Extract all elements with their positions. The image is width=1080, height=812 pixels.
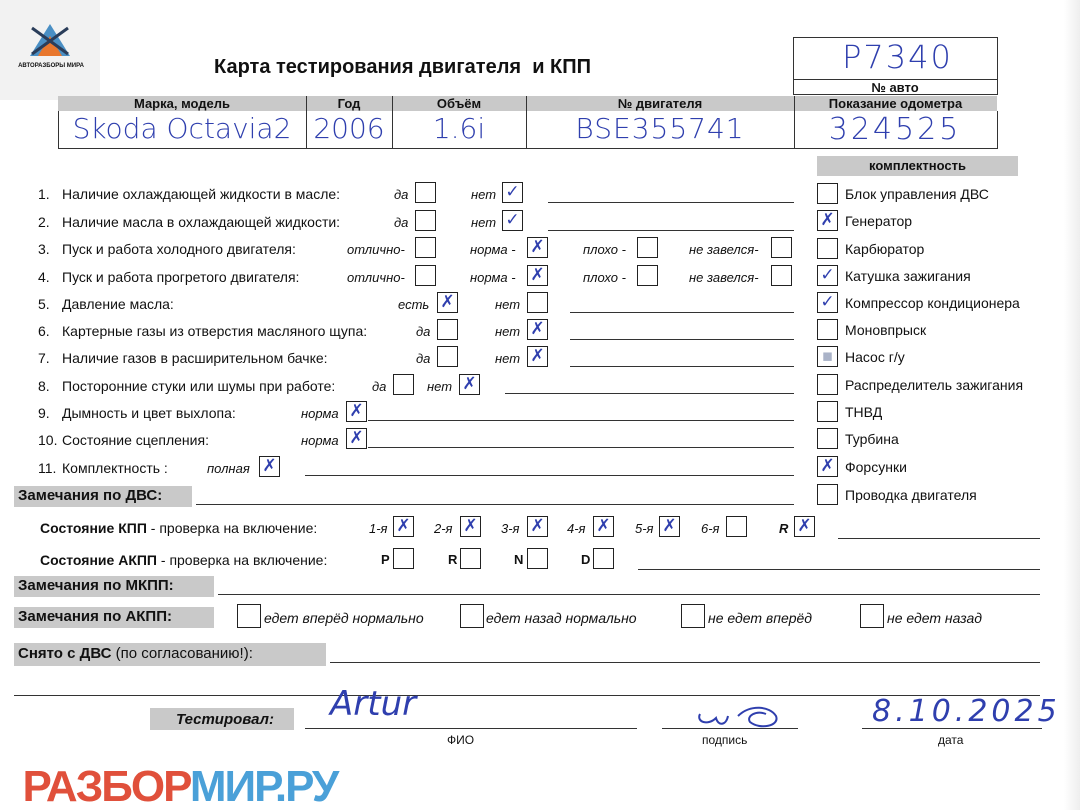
check-num-8: 8.: [38, 378, 50, 394]
checkbox[interactable]: ✗: [659, 516, 680, 537]
auto-number-value: P7340: [842, 38, 953, 76]
fio-value: Artur: [330, 684, 417, 724]
check-text-8: Посторонние стуки или шумы при работе:: [62, 378, 336, 394]
column-header-odometer: Показание одометра: [828, 96, 963, 111]
checkbox[interactable]: [771, 237, 792, 258]
checkbox[interactable]: ✗: [259, 456, 280, 477]
checkbox[interactable]: [817, 401, 838, 422]
gear-label: 6-я: [701, 521, 720, 536]
checkbox[interactable]: ✗: [346, 428, 367, 449]
opt-label: да: [372, 379, 387, 394]
checkbox[interactable]: [771, 265, 792, 286]
check-num-1: 1.: [38, 186, 50, 202]
opt-label: есть: [398, 297, 430, 312]
akpp-remark-option: едет вперёд нормально: [264, 610, 424, 626]
checkbox[interactable]: [460, 604, 484, 628]
checkbox[interactable]: ✗: [393, 516, 414, 537]
checkbox[interactable]: [393, 374, 414, 395]
checkbox[interactable]: [415, 237, 436, 258]
check-text-7: Наличие газов в расширительном бачке:: [62, 350, 328, 366]
checkbox[interactable]: ✗: [346, 401, 367, 422]
opt-label: да: [394, 215, 409, 230]
akpp-remark-option: не едет вперёд: [708, 610, 813, 626]
checkbox[interactable]: [415, 265, 436, 286]
completeness-item: Распределитель зажигания: [845, 377, 1024, 393]
opt-label: да: [416, 324, 431, 339]
opt-label: плохо -: [583, 242, 626, 257]
logo-text: АВТОРАЗБОРЫ МИРА: [18, 63, 84, 69]
completeness-item: Насос г/у: [845, 349, 905, 365]
checkbox[interactable]: [593, 548, 614, 569]
remarks-dvs-label: Замечания по ДВС:: [18, 487, 163, 504]
checkbox[interactable]: [437, 346, 458, 367]
akpp-mode-label: R: [448, 552, 458, 567]
gear-label: R: [779, 521, 789, 536]
volume-value: 1.6i: [432, 112, 486, 145]
completeness-item: Турбина: [845, 431, 899, 447]
checkbox[interactable]: [637, 265, 658, 286]
opt-label: норма: [301, 433, 339, 448]
completeness-item: Форсунки: [845, 459, 907, 475]
checkbox[interactable]: ✗: [527, 319, 548, 340]
checkbox[interactable]: [437, 319, 458, 340]
check-text-11: Комплектность :: [62, 460, 168, 476]
opt-label: нет: [471, 187, 497, 202]
opt-label: нет: [495, 297, 521, 312]
opt-label: да: [416, 351, 431, 366]
checkbox[interactable]: ✗: [527, 265, 548, 286]
column-header-volume: Объём: [436, 96, 482, 111]
completeness-item: Компрессор кондиционера: [845, 295, 1020, 311]
check-num-11: 11.: [38, 460, 57, 476]
check-text-9: Дымность и цвет выхлопа:: [62, 405, 236, 421]
remarks-akpp-label: Замечания по АКПП:: [18, 608, 172, 625]
kpp-label-rest: - проверка на включение:: [146, 520, 318, 536]
gear-label: 1-я: [369, 521, 388, 536]
completeness-title: комплектность: [817, 156, 1018, 176]
opt-label: да: [394, 187, 409, 202]
checkbox[interactable]: [460, 548, 481, 569]
checkbox[interactable]: [817, 183, 838, 204]
check-num-6: 6.: [38, 323, 50, 339]
removed-label-bold: Снято с ДВС: [18, 645, 112, 662]
checkbox[interactable]: ✗: [527, 237, 548, 258]
akpp-mode-label: N: [514, 552, 524, 567]
checkbox[interactable]: ✗: [593, 516, 614, 537]
check-text-4: Пуск и работа прогретого двигателя:: [62, 269, 300, 285]
opt-label: плохо -: [583, 270, 626, 285]
check-num-5: 5.: [38, 296, 50, 312]
completeness-item: Блок управления ДВС: [845, 186, 989, 202]
check-text-6: Картерные газы из отверстия масляного щупа:: [62, 323, 368, 339]
checkbox[interactable]: ✗: [527, 516, 548, 537]
opt-label: нет: [471, 215, 497, 230]
checkbox[interactable]: [527, 292, 548, 313]
checkbox[interactable]: [393, 548, 414, 569]
check-text-5: Давление масла:: [62, 296, 174, 312]
check-num-10: 10.: [38, 432, 58, 448]
checkbox[interactable]: ✓: [502, 210, 523, 231]
sign-label: подпись: [702, 733, 748, 747]
column-header-make: Марка, модель: [133, 96, 231, 111]
checkbox[interactable]: [527, 548, 548, 569]
check-text-2: Наличие масла в охлаждающей жидкости:: [62, 214, 341, 230]
checkbox[interactable]: [237, 604, 261, 628]
opt-label: полная: [207, 461, 250, 476]
checkbox[interactable]: [860, 604, 884, 628]
completeness-item: Карбюратор: [845, 241, 925, 257]
checkbox[interactable]: ✗: [437, 292, 458, 313]
column-header-engine-number: № двигателя: [617, 96, 703, 111]
checkbox[interactable]: [681, 604, 705, 628]
checkbox[interactable]: ✓: [817, 292, 838, 313]
column-header-year: Год: [337, 96, 361, 111]
kpp-label-bold: Состояние КПП: [40, 520, 147, 536]
auto-number-label: № авто: [871, 80, 919, 95]
check-num-3: 3.: [38, 241, 50, 257]
completeness-item: Катушка зажигания: [845, 268, 971, 284]
check-num-2: 2.: [38, 214, 50, 230]
akpp-remark-option: едет назад нормально: [486, 610, 637, 626]
checkbox[interactable]: [817, 484, 838, 505]
gear-label: 4-я: [567, 521, 586, 536]
opt-label: норма -: [470, 270, 516, 285]
checkbox[interactable]: [817, 319, 838, 340]
opt-label: не завелся-: [689, 270, 759, 285]
checkbox[interactable]: [726, 516, 747, 537]
gear-label: 3-я: [501, 521, 520, 536]
check-num-7: 7.: [38, 350, 50, 366]
tested-label: Тестировал:: [176, 711, 274, 728]
remarks-mkpp-label: Замечания по МКПП:: [18, 577, 174, 594]
check-num-4: 4.: [38, 269, 50, 285]
odometer-value: 324525: [828, 112, 962, 147]
check-text-10: Состояние сцепления:: [62, 432, 209, 448]
opt-label: нет: [427, 379, 453, 394]
watermark: [2, 712, 337, 812]
opt-label: норма -: [470, 242, 516, 257]
checkbox[interactable]: [637, 237, 658, 258]
opt-label: норма: [301, 406, 339, 421]
akpp-label-bold: Состояние АКПП: [40, 552, 157, 568]
fio-label: ФИО: [447, 733, 475, 747]
checkbox[interactable]: ✓: [502, 182, 523, 203]
checkbox[interactable]: ✗: [817, 210, 838, 231]
make-value: Skoda Octavia2: [72, 112, 292, 145]
opt-label: отлично-: [347, 270, 405, 285]
watermark-part1: РАЗБОР: [22, 762, 190, 811]
akpp-mode-label: D: [581, 552, 591, 567]
opt-label: отлично-: [347, 242, 405, 257]
checkbox[interactable]: ✗: [460, 516, 481, 537]
completeness-item: Моновпрыск: [845, 322, 927, 338]
removed-label: [18, 645, 253, 662]
checkbox[interactable]: ▪: [817, 346, 838, 367]
checkbox[interactable]: [817, 428, 838, 449]
date-label: дата: [938, 733, 964, 747]
akpp-label: [40, 552, 327, 568]
opt-label: нет: [495, 351, 521, 366]
checkbox[interactable]: ✗: [794, 516, 815, 537]
completeness-item: Генератор: [845, 213, 913, 229]
opt-label: нет: [495, 324, 521, 339]
checkbox[interactable]: ✓: [817, 265, 838, 286]
logo: [0, 0, 100, 100]
checkbox[interactable]: [415, 210, 436, 231]
checkbox[interactable]: ✗: [817, 456, 838, 477]
checkbox[interactable]: ✗: [527, 346, 548, 367]
akpp-remark-option: не едет назад: [887, 610, 982, 626]
removed-label-rest: (по согласованию!):: [111, 645, 253, 662]
logo-icon: [26, 22, 74, 60]
checkbox[interactable]: [817, 238, 838, 259]
opt-label: не завелся-: [689, 242, 759, 257]
watermark-part2: МИР.РУ: [189, 762, 338, 811]
kpp-label: [40, 520, 317, 536]
gear-label: 2-я: [434, 521, 453, 536]
checkbox[interactable]: ✗: [459, 374, 480, 395]
akpp-mode-label: P: [381, 552, 390, 567]
check-text-1: Наличие охлаждающей жидкости в масле:: [62, 186, 341, 202]
page-title: Карта тестирования двигателя и КПП: [214, 56, 592, 78]
completeness-item: Проводка двигателя: [845, 487, 977, 503]
year-value: 2006: [313, 112, 385, 145]
check-text-3: Пуск и работа холодного двигателя:: [62, 241, 296, 257]
akpp-label-rest: - проверка на включение:: [157, 552, 328, 568]
checkbox[interactable]: [415, 182, 436, 203]
completeness-item: ТНВД: [845, 404, 883, 420]
engine-number-value: BSE355741: [575, 112, 745, 145]
checkbox[interactable]: [817, 374, 838, 395]
gear-label: 5-я: [635, 521, 654, 536]
check-num-9: 9.: [38, 405, 50, 421]
date-value: 8.10.2025: [872, 694, 1061, 729]
